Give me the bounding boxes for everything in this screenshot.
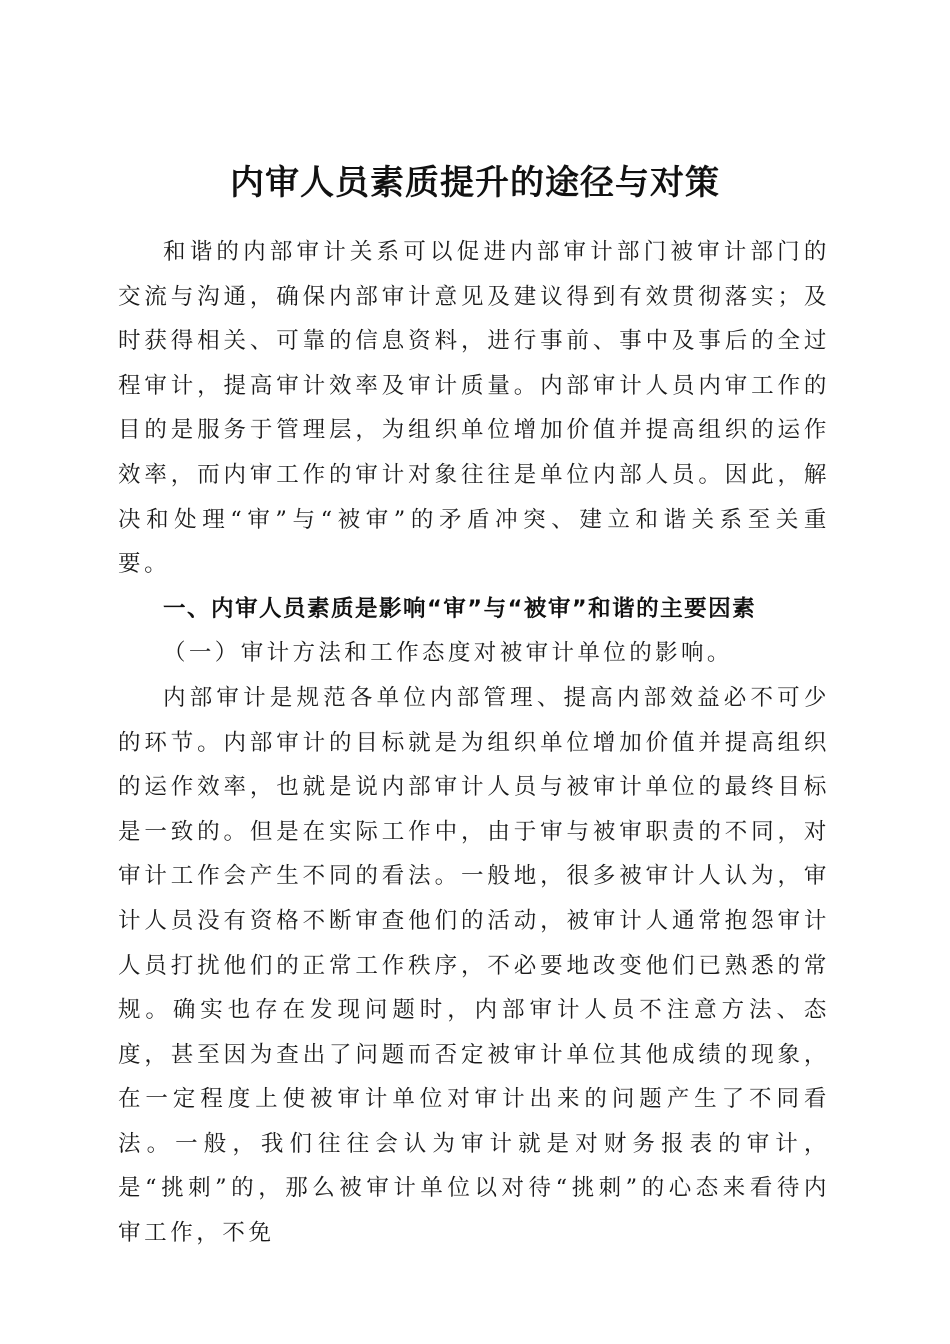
subsection-heading-1-1: （一）审计方法和工作态度对被审计单位的影响。 <box>163 640 733 667</box>
intro-paragraph: 和谐的内部审计关系可以促进内部审计部门被审计部门的交流与沟通，确保内部审计意见及建议得到有效贯彻落实；及时获得相关、可靠的信息资料，进行事前、事中及事后的全过程审计，提高审计效率及审计质量。内部审计人员内审工作的目的是服务于管理层，为组织单位增加价值并提高组织的运作效率，而内审工作的审计对象往往是单位内部人员。因此，解决和处理“审”与“被审”的矛盾冲突、建立和谐关系至关重要。 <box>118 239 830 578</box>
body-paragraph-2: 内部审计是规范各单位内部管理、提高内部效益必不可少的环节。内部审计的目标就是为组织单位增加价值并提高组织的运作效率，也就是说内部审计人员与被审计单位的最终目标是一致的。但是在实际工作中，由于审与被审职责的不同，对审计工作会产生不同的看法。一般地，很多被审计人认为，审计人员没有资格不断审查他们的活动，被审计人通常抱怨审计人员打扰他们的正常工作秩序，不必要地改变他们已熟悉的常规。确实也存在发现问题时，内部审计人员不注意方法、态度，甚至因为查出了问题而否定被审计单位其他成绩的现象，在一定程度上使被审计单位对审计出来的问题产生了不同看法。一般，我们往往会认为审计就是对财务报表的审计，是“挑刺”的，那么被审计单位以对待“挑刺”的心态来看待内审工作，不免 <box>118 684 830 1247</box>
document-title: 内审人员素质提升的途径与对策 <box>230 162 720 203</box>
document-body <box>118 230 830 1256</box>
section-heading-1: 一、内审人员素质是影响“审”与“被审”和谐的主要因素 <box>163 595 757 622</box>
